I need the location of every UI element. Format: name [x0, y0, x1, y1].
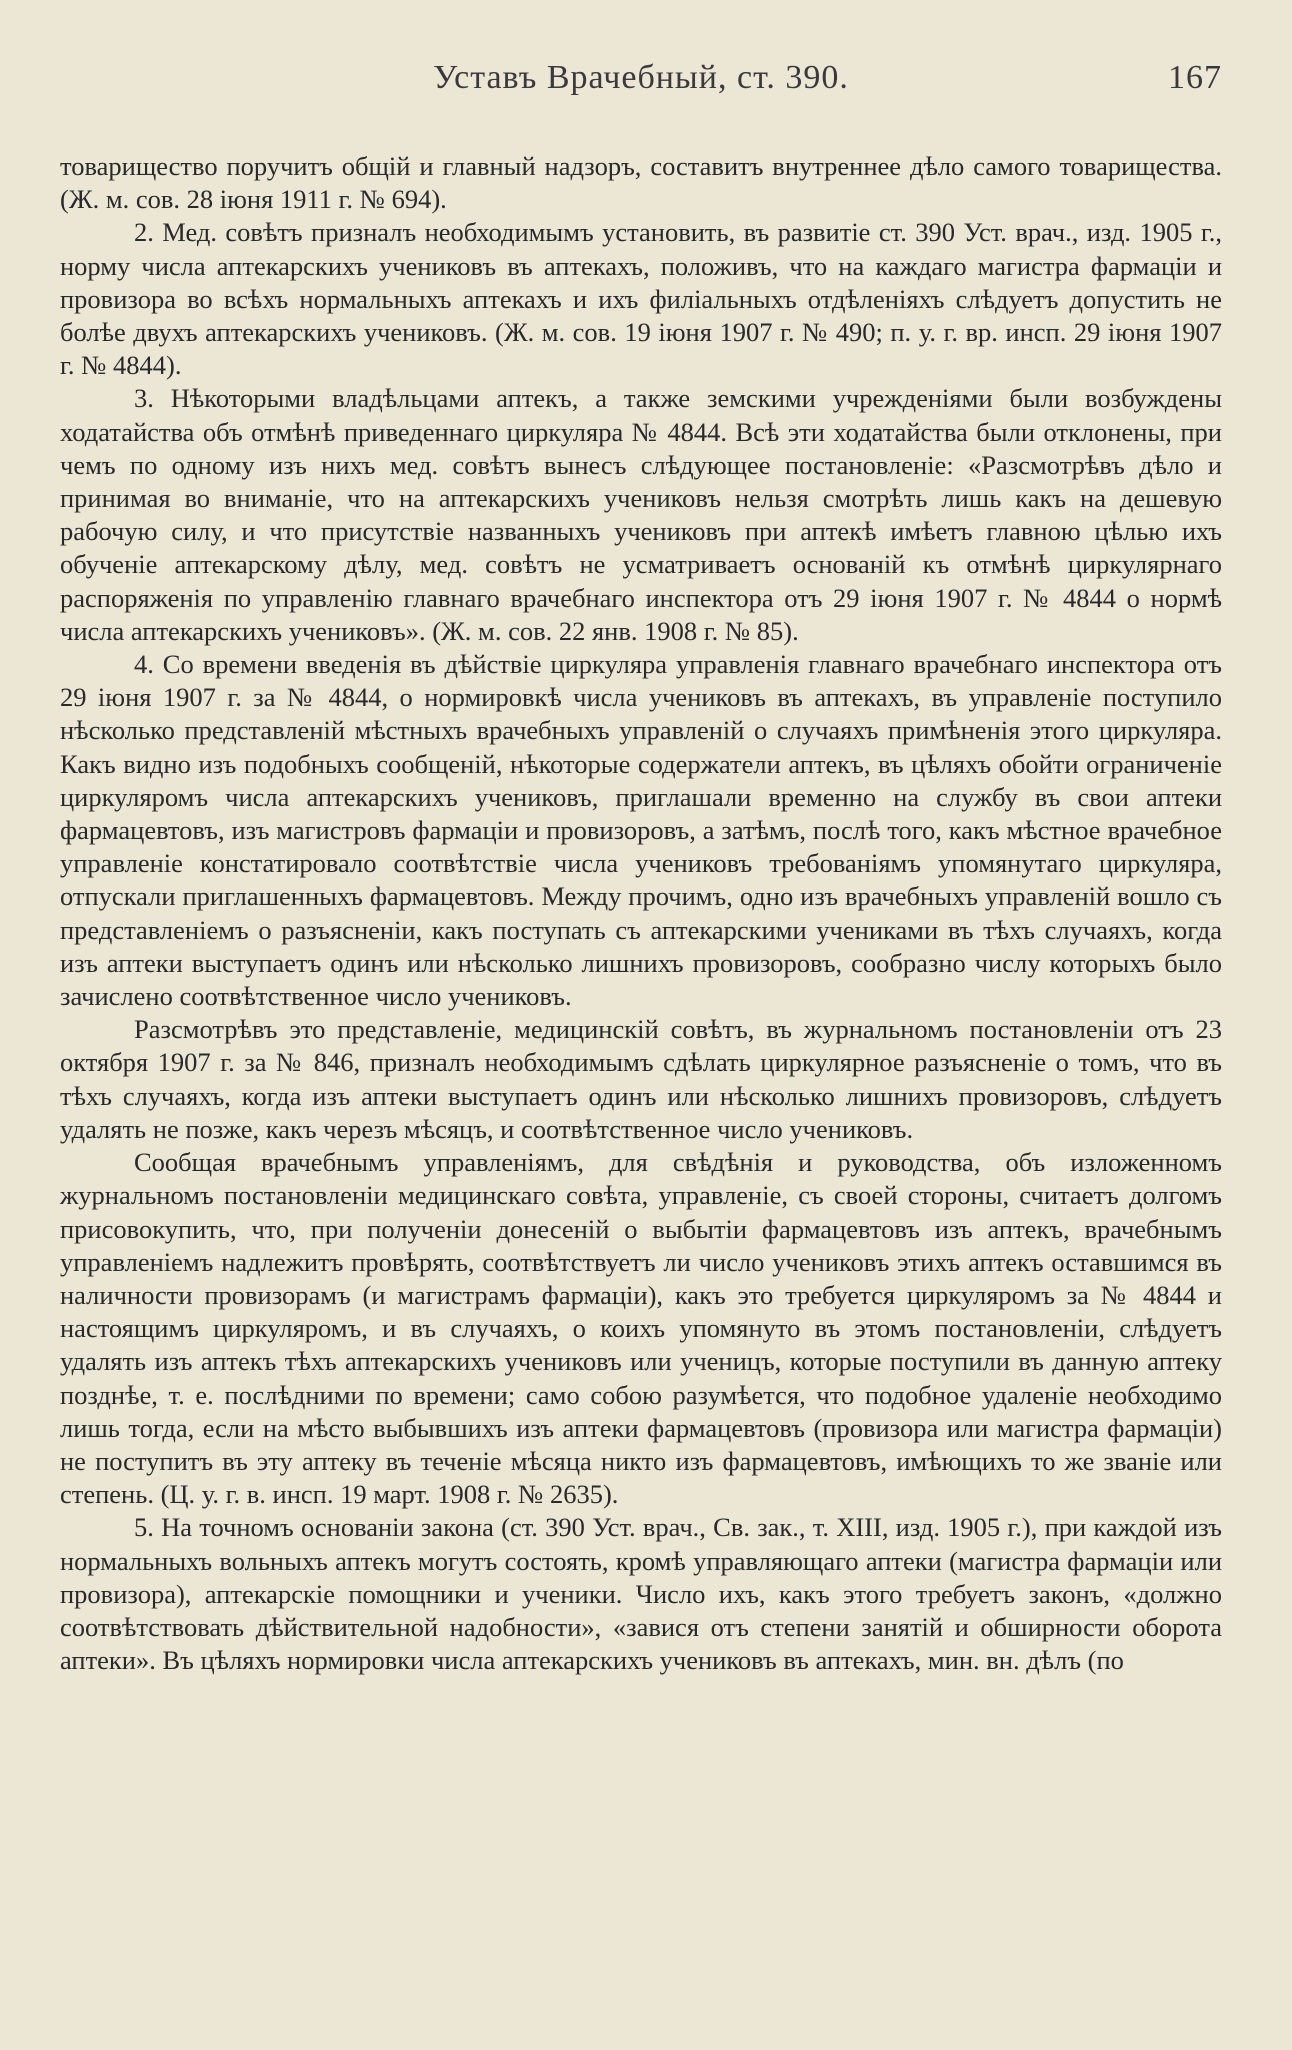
paragraph-item-3: 3. Нѣкоторыми владѣльцами аптекъ, а также земскими учрежденіями были возбуждены ходатайства объ отмѣнѣ приведеннаго циркуляра № 4844. Всѣ эти ходатайства были отклонены, при чемъ по одному изъ нихъ мед. совѣтъ вынесъ слѣдующее постановленіе: «Разсмотрѣвъ дѣло и принимая во вниманіе, что на аптекарскихъ учениковъ нельзя смотрѣть лишь какъ на дешевую рабочую силу, и что присутствіе названныхъ учениковъ при аптекѣ имѣетъ главною цѣлью ихъ обученіе аптекарскому дѣлу, мед. совѣтъ не усматриваетъ основаній къ отмѣнѣ циркулярнаго распоряженія по управленію главнаго врачебнаго инспектора отъ 29 іюня 1907 г. № 4844 о нормѣ числа аптекарскихъ учениковъ». (Ж. м. сов. 22 янв. 1908 г. № 85).: [60, 383, 1222, 646]
paragraph-continuation: товарищество поручитъ общій и главный надзоръ, составитъ внутреннее дѣло самого товарищества. (Ж. м. сов. 28 іюня 1911 г. № 694).: [60, 151, 1222, 215]
page-number: 167: [1168, 59, 1222, 96]
paragraph-item-2: 2. Мед. совѣтъ призналъ необходимымъ установить, въ развитіе ст. 390 Уст. врач., изд. 1905 г., норму числа аптекарскихъ учениковъ въ аптекахъ, положивъ, что на каждаго магистра фармаціи и провизора во всѣхъ нормальныхъ аптекахъ и ихъ филіальныхъ отдѣленіяхъ слѣдуетъ допустить не болѣе двухъ аптекарскихъ учениковъ. (Ж. м. сов. 19 іюня 1907 г. № 490; п. у. г. вр. инсп. 29 іюня 1907 г. № 4844).: [60, 217, 1222, 381]
paragraph-item-4-review: Разсмотрѣвъ это представленіе, медицинскій совѣтъ, въ журнальномъ постановленіи отъ 23 октября 1907 г. за № 846, призналъ необходимымъ сдѣлать циркулярное разъясненіе о томъ, что въ тѣхъ случаяхъ, когда изъ аптеки выступаетъ одинъ или нѣсколько лишнихъ провизоровъ, слѣдуетъ удалять не позже, какъ черезъ мѣсяцъ, и соотвѣтственное число учениковъ.: [60, 1014, 1222, 1144]
running-title: Уставъ Врачебный, ст. 390.: [433, 59, 849, 96]
paragraph-item-5: 5. На точномъ основаніи закона (ст. 390 Уст. врач., Св. зак., т. XIII, изд. 1905 г.), при каждой изъ нормальныхъ вольныхъ аптекъ могутъ состоять, кромѣ управляющаго аптеки (магистра фармаціи или провизора), аптекарскіе помощники и ученики. Число ихъ, какъ этого требуетъ законъ, «должно соотвѣтствовать дѣйствительной надобности», «завися отъ степени занятій и обширности оборота аптеки». Въ цѣляхъ нормировки числа аптекарскихъ учениковъ въ аптекахъ, мин. вн. дѣлъ (по: [60, 1512, 1222, 1676]
paragraph-item-4: 4. Со времени введенія въ дѣйствіе циркуляра управленія главнаго врачебнаго инспектора отъ 29 іюня 1907 г. за № 4844, о нормировкѣ числа учениковъ въ аптекахъ, въ управленіе поступило нѣсколько представленій мѣстныхъ врачебныхъ управленій о случаяхъ примѣненія этого циркуляра. Какъ видно изъ подобныхъ сообщеній, нѣкоторые содержатели аптекъ, въ цѣляхъ обойти ограниченіе циркуляромъ числа аптекарскихъ учениковъ, приглашали временно на службу въ свои аптеки фармацевтовъ, изъ магистровъ фармаціи и провизоровъ, а затѣмъ, послѣ того, какъ мѣстное врачебное управленіе констатировало соотвѣтствіе числа учениковъ требованіямъ упомянутаго циркуляра, отпускали приглашенныхъ фармацевтовъ. Между прочимъ, одно изъ врачебныхъ управленій вошло съ представленіемъ о разъясненіи, какъ поступать съ аптекарскими учениками въ тѣхъ случаяхъ, когда изъ аптеки выступаетъ одинъ или нѣсколько лишнихъ провизоровъ, сообразно числу которыхъ было зачислено соотвѣтственное число учениковъ.: [60, 649, 1222, 1012]
paragraph-item-4-circular: Сообщая врачебнымъ управленіямъ, для свѣдѣнія и руководства, объ изложенномъ журнальномъ постановленіи медицинскаго совѣта, управленіе, съ своей стороны, считаетъ долгомъ присовокупить, что, при полученіи донесеній о выбытіи фармацевтовъ изъ аптекъ, врачебнымъ управленіемъ надлежитъ провѣрять, соотвѣтствуетъ ли число учениковъ этихъ аптекъ оставшимся въ наличности провизорамъ (и магистрамъ фармаціи), какъ это требуется циркуляромъ за № 4844 и настоящимъ циркуляромъ, и въ случаяхъ, о коихъ упомянуто въ этомъ постановленіи, слѣдуетъ удалять изъ аптекъ тѣхъ аптекарскихъ учениковъ или ученицъ, которые поступили въ данную аптеку позднѣе, т. е. послѣдними по времени; само собою разумѣется, что подобное удаленіе необходимо лишь тогда, если на мѣсто выбывшихъ изъ аптеки фармацевтовъ (провизора или магистра фармаціи) не поступитъ въ эту аптеку въ теченіе мѣсяца никто изъ фармацевтовъ, имѣющихъ то же званіе или степень. (Ц. у. г. в. инсп. 19 март. 1908 г. № 2635).: [60, 1147, 1222, 1510]
running-header: [60, 58, 1222, 98]
page-body: [60, 150, 1222, 1677]
